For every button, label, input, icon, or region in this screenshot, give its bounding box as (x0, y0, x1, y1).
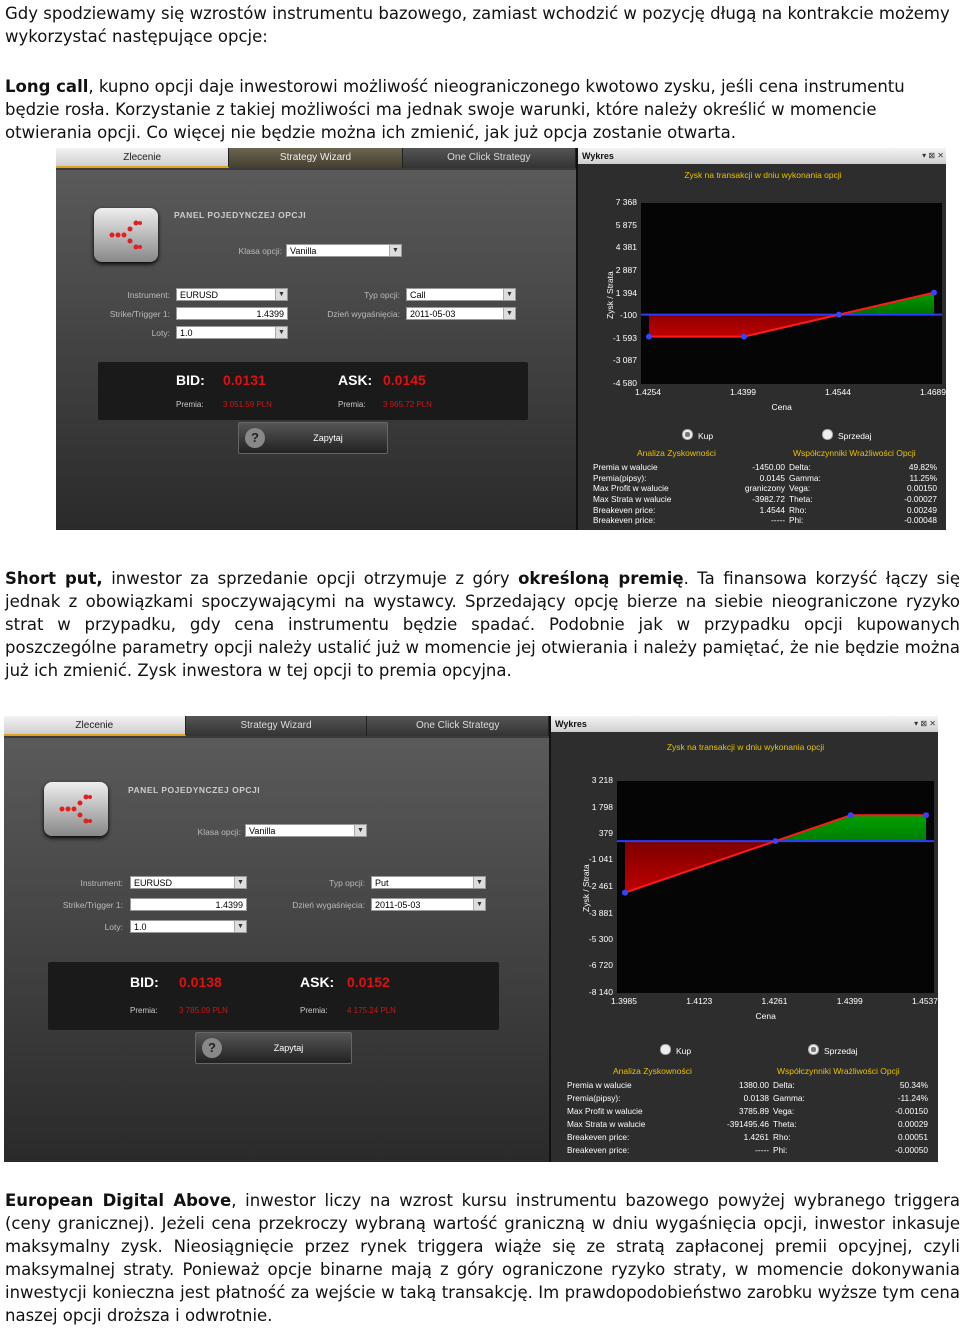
buy-radio-label: Kup (676, 1046, 692, 1056)
chart-svg (617, 781, 934, 993)
payoff-point (923, 812, 929, 818)
premia-ask-label: Premia: (300, 1006, 328, 1015)
expiry-date-select[interactable] (371, 898, 486, 911)
quote-panel (48, 962, 499, 1030)
trading-screenshot-long-call (56, 148, 946, 530)
panel-title: PANEL POJEDYNCZEJ OPCJI (174, 210, 307, 220)
premia-ask-label: Premia: (338, 400, 366, 409)
chart-panel-title: Wykres (555, 719, 587, 729)
analysis-value: 1380.00 (739, 1080, 769, 1090)
y-tick-label: -1 041 (588, 854, 613, 865)
analysis-value: ----- (771, 515, 785, 525)
greek-label: Rho: (773, 1132, 791, 1142)
instrument-value: EURUSD (180, 290, 219, 300)
premia-bid-label: Premia: (130, 1006, 158, 1015)
loty-value: 1.0 (180, 328, 193, 338)
analysis-value: 1.4261 (743, 1132, 769, 1142)
plot-background (641, 203, 942, 384)
plot-background (617, 781, 934, 993)
loty-select[interactable] (176, 326, 288, 339)
y-tick-label: 7 368 (615, 197, 637, 207)
greek-value: -11.24% (897, 1093, 928, 1103)
klasa-value: Vanilla (249, 826, 276, 836)
bid-value: 0.0138 (179, 974, 222, 990)
loty-select[interactable] (130, 920, 247, 933)
analysis-value: 0.0138 (743, 1093, 769, 1103)
analysis-label: Breakeven price: (593, 505, 656, 515)
x-tick-label: 1.4689 (920, 387, 946, 397)
instrument-value: EURUSD (134, 878, 173, 888)
dzien-label: Dzień wygaśnięcia: (292, 900, 365, 910)
greek-label: Vega: (773, 1106, 795, 1116)
typ-value: Call (410, 290, 426, 300)
x-tick-label: 1.3985 (611, 996, 637, 1006)
greek-value: -0.00050 (895, 1145, 928, 1155)
y-tick-label: -100 (619, 310, 637, 321)
y-axis-label: Zysk / Strata (605, 270, 615, 319)
sell-radio[interactable] (808, 1044, 858, 1056)
chart-title: Zysk na transakcji w dniu wykonania opcji (684, 170, 842, 180)
greeks-title: Współczynniki Wrażliwości Opcji (793, 448, 916, 458)
long-call-paragraph (5, 75, 960, 144)
analysis-value: -1450.00 (752, 462, 785, 472)
x-tick-label: 1.4399 (730, 387, 756, 397)
chevron-down-icon: ▼ (473, 899, 485, 910)
klasa-label: Klasa opcji: (197, 827, 241, 837)
chart-svg (641, 203, 942, 384)
greek-value: 0.00249 (907, 505, 937, 515)
single-option-panel (56, 170, 576, 530)
instrument-label: Instrument: (80, 878, 123, 888)
x-tick-label: 1.4123 (686, 996, 713, 1006)
typ-value: Put (375, 878, 389, 888)
payoff-point (741, 334, 747, 340)
y-tick-label: -4 580 (612, 378, 637, 388)
payoff-point (646, 334, 652, 340)
chart-panel-header (578, 148, 946, 164)
analysis-value: -391495.46 (727, 1119, 769, 1129)
intro-paragraph (5, 2, 960, 48)
loty-label: Loty: (151, 328, 170, 338)
digital-paragraph (5, 1189, 960, 1327)
quote-panel (98, 362, 528, 420)
y-tick-label: 5 875 (615, 219, 637, 230)
analysis-value: ----- (755, 1145, 769, 1155)
analysis-label: Premia w walucie (593, 462, 658, 472)
greek-label: Vega: (789, 483, 811, 493)
loty-value: 1.0 (134, 922, 147, 932)
ask-value: 0.0152 (347, 974, 390, 990)
chart-panel-header (551, 716, 938, 732)
short-put-title: Short put, (5, 569, 103, 588)
radio-icon (822, 429, 833, 440)
x-tick-label: 1.4254 (635, 387, 661, 397)
y-tick-label: -1 593 (612, 332, 637, 343)
radio-icon (660, 1044, 671, 1055)
strike-label: Strike/Trigger 1: (62, 900, 123, 910)
premia-bid-label: Premia: (176, 400, 204, 409)
sell-radio-label: Sprzedaj (824, 1046, 858, 1056)
instrument-select[interactable] (176, 288, 288, 301)
analysis-value: graniczony (744, 483, 785, 493)
single-option-panel (4, 738, 549, 1162)
tab-one-click-strategy[interactable]: One Click Strategy (367, 716, 549, 736)
greek-value: -0.00048 (904, 515, 937, 525)
greek-value: -0.00150 (895, 1106, 928, 1116)
tab-zlecenie[interactable]: Zlecenie (4, 716, 186, 736)
window-controls-icon[interactable]: ▾ ⊠ ✕ (914, 719, 936, 728)
radio-icon (808, 1044, 819, 1055)
analysis-label: Max Strata w walucie (567, 1119, 646, 1129)
buy-radio[interactable] (682, 429, 713, 441)
greeks-title: Współczynniki Wrażliwości Opcji (777, 1066, 900, 1076)
greek-label: Gamma: (789, 473, 821, 483)
dzien-label: Dzień wygaśnięcia: (327, 309, 400, 319)
klasa-value: Vanilla (290, 246, 317, 256)
analysis-label: Max Strata w walucie (593, 494, 672, 504)
x-tick-label: 1.4537 (912, 996, 938, 1006)
window-controls-icon[interactable]: ▾ ⊠ ✕ (922, 151, 944, 160)
klasa-label: Klasa opcji: (238, 246, 282, 256)
payoff-point (931, 290, 937, 296)
analysis-label: Premia(pipsy): (593, 473, 647, 483)
intro-text: Gdy spodziewamy się wzrostów instrumentu bazowego, zamiast wchodzić w pozycję długą na kontrakcie możemy wykorzystać następujące opcje: (5, 4, 950, 46)
greek-value: 11.25% (909, 473, 937, 483)
typ-label: Typ opcji: (364, 290, 400, 300)
buy-radio-label: Kup (698, 431, 714, 441)
strike-input[interactable] (176, 307, 288, 320)
options-logo-icon (44, 782, 108, 836)
ask-label: ASK: (300, 974, 335, 990)
long-call-title: Long call (5, 77, 89, 96)
analysis-label: Breakeven price: (567, 1145, 630, 1155)
zapytaj-button-label: Zapytaj (313, 433, 343, 443)
help-icon: ? (245, 428, 265, 448)
order-tabs (4, 716, 549, 736)
y-tick-label: -6 720 (588, 960, 613, 971)
y-tick-label: 1 798 (591, 801, 613, 812)
greek-value: 0.00150 (907, 483, 937, 493)
y-tick-label: 3 218 (591, 775, 613, 785)
buy-radio[interactable] (660, 1044, 691, 1056)
analysis-label: Max Profit w walucie (567, 1106, 643, 1116)
chevron-down-icon: ▼ (503, 308, 515, 319)
expiry-date-value: 2011-05-03 (410, 309, 456, 319)
analysis-label: Breakeven price: (567, 1132, 630, 1142)
y-tick-label: 4 381 (615, 242, 637, 253)
strike-value: 1.4399 (256, 309, 284, 319)
payoff-point (848, 812, 854, 818)
payoff-point (773, 838, 779, 844)
long-call-text: , kupno opcji daje inwestorowi możliwość nieograniczonego kwotowo zysku, jeśli cena instrumentu będzie rosła. Korzystanie z takiej możliwości ma jednak swoje warunki, które należy określić w momencie otwierania opcji. Co więcej nie będzie można ich zmienić, jak już opcja zostanie otwarta. (5, 77, 905, 142)
short-put-paragraph (5, 567, 960, 682)
greek-value: 49.82% (908, 462, 937, 472)
premia-bid-value: 3 051.59 PLN (223, 400, 272, 409)
analysis-label: Premia w walucie (567, 1080, 632, 1090)
typ-select[interactable] (406, 288, 516, 301)
expiry-date-select[interactable] (406, 307, 516, 320)
payoff-point (836, 312, 842, 318)
zapytaj-button-label: Zapytaj (273, 1043, 304, 1053)
greek-label: Theta: (773, 1119, 797, 1129)
greek-label: Delta: (789, 462, 811, 472)
analysis-value: 0.0145 (759, 473, 785, 483)
bid-label: BID: (130, 974, 159, 990)
greek-label: Phi: (773, 1145, 788, 1155)
zapytaj-button[interactable] (238, 422, 388, 454)
strike-label: Strike/Trigger 1: (109, 309, 170, 319)
chevron-down-icon: ▼ (503, 289, 515, 300)
options-logo-icon (94, 208, 158, 262)
trading-screenshot-short-put (4, 716, 938, 1162)
analysis-value: 1.4544 (759, 505, 785, 515)
y-tick-label: -3 087 (612, 355, 637, 366)
analysis-label: Premia(pipsy): (567, 1093, 621, 1103)
analysis-value: -3982.72 (752, 494, 785, 504)
analysis-label: Breakeven price: (593, 515, 656, 525)
chevron-down-icon: ▼ (234, 921, 246, 932)
greek-label: Delta: (773, 1080, 795, 1090)
zapytaj-button[interactable] (195, 1032, 352, 1064)
y-tick-label: -3 881 (588, 907, 613, 918)
greek-label: Rho: (789, 505, 807, 515)
chart-panel (576, 148, 946, 530)
instrument-label: Instrument: (127, 290, 170, 300)
y-tick-label: 2 887 (615, 264, 637, 275)
greek-value: 50.34% (899, 1080, 928, 1090)
greek-label: Theta: (789, 494, 813, 504)
premia-bid-value: 3 785.09 PLN (179, 1006, 228, 1015)
y-tick-label: -8 140 (588, 987, 613, 997)
digital-text: , inwestor liczy na wzrost kursu instrumentu bazowego powyżej wybranego triggera (ceny granicznej). Jeżeli cena przekroczy wybraną wartość graniczną w dniu wygaśnięcia opcji, inwestor inkasuje maksymalny zysk. Nieosiągnięcie przez rynek triggera wiąże się ze stratą zapłaconej premii opcyjnej, czyli maksymalnej straty. Ponieważ opcje binarne mają z góry ograniczone ryzyko straty, w momencie dokonywania inwestycji konieczna jest płatność za wejście w taką transakcję. Im prawdopodobieństwo zarobku wyższe tym cena naszej opcji droższa i odwrotnie. (5, 1191, 960, 1325)
loty-label: Loty: (104, 922, 123, 932)
tab-strategy-wizard[interactable]: Strategy Wizard (186, 716, 368, 736)
y-tick-label: -2 461 (588, 881, 613, 891)
x-tick-label: 1.4544 (825, 387, 851, 397)
analysis-title: Analiza Zyskowności (613, 1066, 692, 1076)
typ-select[interactable] (371, 876, 486, 889)
chevron-down-icon: ▼ (473, 877, 485, 888)
order-tabs (56, 148, 576, 168)
sell-radio[interactable] (822, 429, 872, 441)
short-put-text-c: . Ta finansowa korzyść łączy się jednak z obowiązkami spoczywającymi na wystawcy. Sprzedający opcję bierze na siebie nieograniczone ryzyko strat w przypadku, gdy cena instrumentu będzie spadać. Podobnie jak w przypadku opcji kupowanych poszczególne parametry opcji należy ustalić już w momencie jej otwierania i należy pamiętać, że nie będzie można już ich zmienić. Zysk inwestora w tej opcji to premia opcyjna. (5, 569, 960, 680)
greek-label: Gamma: (773, 1093, 805, 1103)
radio-icon (682, 429, 693, 440)
greek-value: 0.00029 (898, 1119, 928, 1129)
ask-label: ASK: (338, 372, 373, 388)
y-tick-label: 379 (598, 827, 613, 838)
x-tick-label: 1.4261 (761, 996, 788, 1006)
klasa-select[interactable] (286, 244, 402, 257)
chevron-down-icon: ▼ (354, 825, 366, 836)
chart-panel (549, 716, 938, 1162)
chart-panel-title: Wykres (582, 151, 614, 161)
profit-loss-chart (641, 203, 942, 384)
strike-input[interactable] (130, 898, 247, 911)
x-axis-label: Cena (771, 402, 792, 412)
greek-value: -0.00027 (904, 494, 937, 504)
payoff-point (622, 890, 628, 896)
chevron-down-icon: ▼ (275, 289, 287, 300)
analysis-title: Analiza Zyskowności (637, 448, 716, 458)
klasa-select[interactable] (245, 824, 367, 837)
y-tick-label: -5 300 (588, 933, 613, 944)
strike-value: 1.4399 (215, 900, 243, 910)
premia-ask-value: 4 175.24 PLN (347, 1006, 396, 1015)
ask-value: 0.0145 (383, 372, 426, 388)
x-tick-label: 1.4399 (836, 996, 863, 1006)
analysis-label: Max Profit w walucie (593, 483, 669, 493)
chevron-down-icon: ▼ (389, 245, 401, 256)
sell-radio-label: Sprzedaj (838, 431, 872, 441)
digital-title: European Digital Above (5, 1191, 232, 1210)
premia-ask-value: 3 965.72 PLN (383, 400, 432, 409)
short-put-bold-premium: określoną premię (518, 569, 684, 588)
x-axis-label: Cena (755, 1011, 776, 1021)
tab-strategy-wizard[interactable]: Strategy Wizard (229, 148, 402, 168)
typ-label: Typ opcji: (329, 878, 365, 888)
analysis-value: 3785.89 (739, 1106, 769, 1116)
bid-value: 0.0131 (223, 372, 266, 388)
short-put-text-a: inwestor za sprzedanie opcji otrzymuje z góry (102, 569, 519, 588)
greek-value: 0.00051 (898, 1132, 928, 1142)
instrument-select[interactable] (130, 876, 247, 889)
expiry-date-value: 2011-05-03 (375, 900, 421, 910)
chevron-down-icon: ▼ (234, 877, 246, 888)
y-axis-label: Zysk / Strata (581, 864, 591, 912)
help-icon: ? (202, 1038, 222, 1058)
chart-title: Zysk na transakcji w dniu wykonania opcji (666, 742, 825, 752)
chevron-down-icon: ▼ (275, 327, 287, 338)
greek-label: Phi: (789, 515, 804, 525)
panel-title: PANEL POJEDYNCZEJ OPCJI (128, 785, 261, 795)
tab-one-click-strategy[interactable]: One Click Strategy (403, 148, 576, 168)
tab-zlecenie[interactable]: Zlecenie (56, 148, 229, 168)
profit-loss-chart (617, 781, 934, 993)
bid-label: BID: (176, 372, 205, 388)
y-tick-label: 1 394 (615, 287, 637, 298)
